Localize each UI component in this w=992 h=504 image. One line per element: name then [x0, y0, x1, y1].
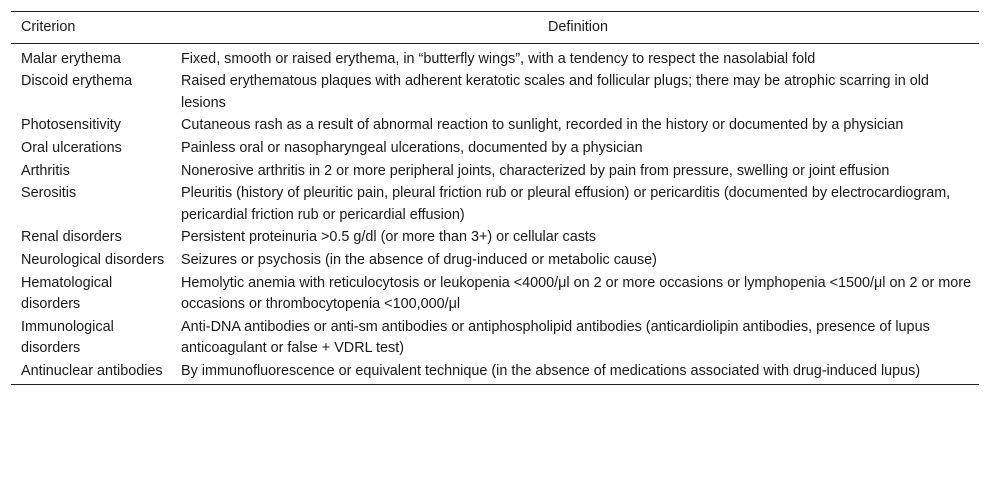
definition-cell: Cutaneous rash as a result of abnormal reaction to sunlight, recorded in the history or documented by a physician	[181, 117, 904, 134]
criterion-cell: Serositis	[21, 185, 77, 202]
definition-column-header: Definition	[548, 19, 608, 35]
table-row	[11, 250, 979, 273]
table-row	[11, 138, 979, 161]
table-row	[11, 273, 979, 317]
table-row	[11, 183, 979, 227]
criterion-cell: Immunological disorders	[21, 318, 114, 357]
definition-cell: Painless oral or nasopharyngeal ulcerations, documented by a physician	[181, 139, 643, 156]
criterion-cell: Hematological disorders	[21, 274, 113, 313]
criteria-table-container	[11, 11, 979, 385]
table-row	[11, 361, 979, 384]
criterion-cell: Discoid erythema	[21, 73, 133, 90]
criterion-cell: Neurological disorders	[21, 251, 165, 268]
criterion-cell: Renal disorders	[21, 229, 122, 246]
table-row	[11, 227, 979, 250]
definition-cell: By immunofluorescence or equivalent technique (in the absence of medications associated with drug-induced lupus)	[181, 362, 921, 379]
table-row	[11, 161, 979, 184]
definition-cell: Hemolytic anemia with reticulocytosis or leukopenia <4000/μl on 2 or more occasions or lymphopenia <1500/μl on 2 or more occasions or thrombocytopenia <100,000/μl	[181, 274, 972, 313]
criterion-cell: Photosensitivity	[21, 117, 121, 134]
definition-cell: Fixed, smooth or raised erythema, in “butterfly wings”, with a tendency to respect the nasolabial fold	[181, 50, 816, 67]
criterion-cell: Oral ulcerations	[21, 139, 122, 156]
criterion-cell: Arthritis	[21, 162, 70, 179]
criterion-cell: Antinuclear antibodies	[21, 362, 163, 379]
definition-cell: Nonerosive arthritis in 2 or more peripheral joints, characterized by pain from pressure, swelling or joint effusion	[181, 162, 890, 179]
table-header-row	[11, 12, 979, 44]
definition-cell: Seizures or psychosis (in the absence of drug-induced or metabolic cause)	[181, 251, 657, 268]
definition-cell: Raised erythematous plaques with adherent keratotic scales and follicular plugs; there may be atrophic scarring in old lesions	[181, 73, 929, 111]
definition-cell: Persistent proteinuria >0.5 g/dl (or more than 3+) or cellular casts	[181, 229, 597, 246]
table-row	[11, 71, 979, 115]
criterion-column-header: Criterion	[21, 19, 76, 35]
definition-cell: Pleuritis (history of pleuritic pain, pleural friction rub or pleural effusion) or pericarditis (documented by electrocardiogram, pericardial friction rub or pericardial effusion)	[181, 185, 951, 223]
table-row	[11, 317, 979, 361]
criteria-table	[11, 11, 979, 385]
definition-cell: Anti-DNA antibodies or anti-sm antibodies or antiphospholipid antibodies (anticardiolipin antibodies, presence of lupus anticoagulant or false + VDRL test)	[181, 318, 930, 357]
criterion-cell: Malar erythema	[21, 50, 121, 67]
table-row	[11, 115, 979, 138]
table-row	[11, 43, 979, 71]
